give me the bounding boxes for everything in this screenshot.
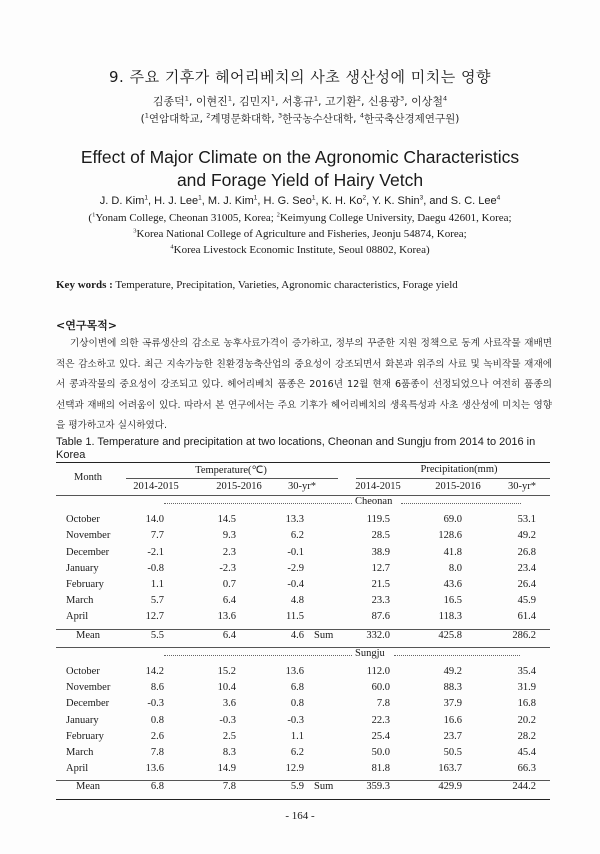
- affil-sup: 1: [144, 111, 149, 120]
- month-label: January: [66, 562, 99, 574]
- temp-value: 7.8: [150, 747, 164, 758]
- temp-value: -2.9: [287, 562, 304, 574]
- location-dots-left: [164, 503, 352, 504]
- precip-value: 41.8: [443, 546, 462, 558]
- page-number: - 164 -: [285, 810, 315, 822]
- month-label: December: [66, 546, 110, 558]
- month-label: November: [66, 682, 111, 694]
- affil-sup: 4: [359, 111, 364, 120]
- english-author-name: H. G. Seo: [263, 195, 312, 207]
- precip-value: 45.9: [517, 595, 536, 607]
- affil-knuaf: Korea National College of Agriculture and Fisheries, Jeonju 54874, Korea;: [136, 228, 467, 240]
- english-author-name: J. D. Kim: [99, 195, 145, 207]
- location-label: Sungju: [355, 647, 385, 659]
- temp-value: 0.8: [150, 714, 164, 726]
- author-sup: 1: [144, 194, 149, 202]
- temp-mean: 4.6: [290, 629, 304, 641]
- author-sup: 1: [227, 94, 232, 103]
- location-label: Cheonan: [355, 496, 393, 507]
- precip-value: 26.8: [517, 546, 536, 558]
- temp-mean: 6.4: [222, 629, 236, 641]
- english-author-name: Y. K. Shin: [372, 195, 420, 207]
- temp-value: 13.3: [285, 514, 304, 526]
- sub-header: 2014-2015: [355, 481, 401, 492]
- korean-author-name: 김민지: [238, 95, 271, 108]
- temp-value: 9.3: [222, 530, 236, 542]
- korean-affil-name: 한국축산경제연구원: [363, 113, 456, 125]
- temp-header-underline: [126, 478, 338, 479]
- author-sup: 1: [270, 94, 275, 103]
- precip-value: 16.8: [517, 698, 536, 710]
- temp-value: -0.8: [147, 562, 164, 574]
- precip-value: 81.8: [371, 763, 390, 775]
- english-author-name: S. C. Lee: [450, 195, 497, 207]
- precip-value: 26.4: [517, 579, 536, 590]
- korean-author-name: 김종덕: [152, 95, 185, 108]
- precip-value: 112.0: [366, 666, 390, 677]
- english-author-name: K. H. Ko: [321, 195, 363, 207]
- korean-author-name: 신용광: [368, 95, 400, 108]
- precip-value: 49.2: [517, 530, 536, 542]
- temp-value: 0.8: [290, 698, 304, 710]
- authors-and: and: [429, 195, 448, 207]
- month-label: February: [66, 730, 104, 742]
- korean-author-name: 이상철: [411, 95, 443, 108]
- month-label: April: [66, 763, 89, 775]
- keywords-label: Key words :: [56, 279, 113, 291]
- temp-value: 8.3: [222, 747, 236, 758]
- precip-value: 12.7: [371, 562, 390, 574]
- precip-value: 119.5: [366, 514, 390, 526]
- temp-value: 5.7: [150, 595, 164, 607]
- table-rule: [56, 462, 550, 463]
- month-header: Month: [73, 472, 102, 483]
- temp-value: 10.4: [217, 682, 236, 694]
- author-sup: 1: [198, 194, 202, 202]
- author-sup: 2: [356, 94, 362, 103]
- temp-value: 6.2: [290, 747, 304, 758]
- table-caption: Table 1. Temperature and precipitation at two locations, Cheonan and Sungju from 2014 to 2016 in Korea: [56, 436, 536, 461]
- precip-value: 16.6: [443, 714, 462, 726]
- precip-value: 49.2: [443, 666, 462, 677]
- english-affiliation-line-1: ($^1$Yonam College, Cheonan 31005, Korea; $^2$Keimyung College University, Daegu 42601, Korea;: [88, 211, 512, 224]
- temp-value: 13.6: [217, 611, 236, 623]
- temp-value: -0.3: [219, 714, 236, 726]
- precip-value: 22.3: [371, 714, 390, 726]
- temp-value: 14.9: [217, 763, 236, 775]
- author-sup: 4: [496, 194, 501, 202]
- author-sup: 1: [313, 94, 319, 103]
- precip-sum: 425.8: [438, 629, 462, 641]
- month-label: October: [66, 514, 100, 526]
- month-label: February: [66, 579, 104, 590]
- precip-value: 69.0: [443, 514, 462, 526]
- affil-sup: 3: [277, 111, 283, 120]
- english-author-name: H. J. Lee: [154, 195, 199, 207]
- precip-value: 16.5: [443, 595, 462, 607]
- author-sup: 1: [253, 194, 258, 202]
- sub-header: 2014-2015: [133, 481, 179, 492]
- temp-value: 2.5: [222, 730, 236, 742]
- table-rule: [56, 647, 550, 648]
- temp-value: -2.3: [219, 562, 236, 574]
- mean-label: Mean: [76, 781, 100, 793]
- month-label: January: [66, 714, 99, 726]
- precip-value: 23.3: [371, 595, 390, 607]
- temp-value: 0.7: [222, 579, 236, 590]
- sum-label: Sum: [314, 629, 334, 641]
- temp-mean: 5.9: [290, 781, 304, 793]
- temp-value: 2.3: [222, 546, 236, 558]
- temp-value: 11.5: [286, 611, 304, 623]
- temp-mean: 5.5: [150, 629, 164, 641]
- precip-value: 25.4: [371, 730, 390, 742]
- month-label: November: [66, 530, 111, 542]
- english-affiliation-line-2: $^3$Korea National College of Agriculture and Fisheries, Jeonju 54874, Korea;: [133, 227, 467, 240]
- precip-value: 61.4: [517, 611, 536, 623]
- precip-value: 128.6: [438, 530, 462, 542]
- precip-value: 28.2: [517, 730, 536, 742]
- precip-value: 50.5: [443, 747, 462, 758]
- temp-value: -0.3: [287, 714, 304, 726]
- precip-value: 53.1: [517, 514, 536, 526]
- sub-header: 30-yr*: [508, 481, 536, 492]
- temp-value: 1.1: [150, 579, 164, 590]
- precip-value: 23.7: [443, 730, 462, 742]
- temp-value: 8.6: [150, 682, 164, 694]
- temp-value: 7.7: [150, 530, 164, 542]
- sub-header: 2015-2016: [435, 481, 481, 492]
- temp-value: -0.4: [287, 579, 304, 590]
- author-sup: 3: [399, 94, 405, 103]
- korean-affiliations: ($^1$연암대학교, $^2$계명문화대학, $^3$한국농수산대학, $^4$한국축산경제연구원): [140, 111, 460, 125]
- precip-value: 50.0: [371, 747, 390, 758]
- table-rule: [56, 495, 550, 496]
- korean-affil-name: 계명문화대학: [210, 113, 272, 125]
- korean-affil-name: 연암대학교: [148, 113, 200, 125]
- korean-authors: 김종덕$^1$, 이현진$^1$, 김민지$^1$, 서홍규$^1$, 고기환$^2$, 신용광$^3$, 이상철$^4$: [152, 94, 448, 108]
- precip-sum: 244.2: [512, 781, 536, 793]
- precip-value: 38.9: [371, 546, 390, 558]
- precip-value: 163.7: [438, 763, 462, 775]
- temp-value: 14.2: [145, 666, 164, 677]
- korean-author-name: 고기환: [325, 95, 357, 108]
- temp-value: 6.8: [290, 682, 304, 694]
- precip-value: 8.0: [448, 562, 462, 574]
- author-sup: 1: [184, 94, 189, 103]
- english-affiliation-line-3: $^4$Korea Livestock Economic Institute, Seoul 08802, Korea): [170, 243, 430, 256]
- precip-value: 21.5: [371, 579, 390, 590]
- author-sup: 2: [362, 194, 367, 202]
- temp-value: 12.9: [285, 763, 304, 775]
- precip-header-underline: [356, 478, 550, 479]
- keywords-text: Temperature, Precipitation, Varieties, Agronomic characteristics, Forage yield: [115, 279, 458, 291]
- temp-value: 14.0: [145, 514, 164, 526]
- climate-table: [56, 462, 550, 793]
- location-dots-left: [164, 655, 352, 656]
- section-heading: <연구목적>: [56, 319, 117, 332]
- temp-mean: 7.8: [222, 781, 236, 793]
- precip-value: 20.2: [517, 714, 536, 726]
- temp-value: 2.6: [150, 730, 164, 742]
- korean-affil-name: 한국농수산대학: [282, 113, 354, 125]
- precip-sum: 332.0: [366, 629, 390, 641]
- precip-value: 66.3: [517, 763, 536, 775]
- precip-sum: 359.3: [366, 781, 390, 793]
- precip-value: 43.6: [443, 579, 462, 590]
- affil-livestock: Korea Livestock Economic Institute, Seoul 08802, Korea): [173, 244, 430, 256]
- affil-sup: 2: [206, 111, 211, 120]
- precip-value: 7.8: [376, 698, 390, 710]
- temp-value: 6.2: [290, 530, 304, 542]
- precip-sum: 286.2: [512, 629, 536, 641]
- precip-value: 88.3: [443, 682, 462, 694]
- affil-yonam: Yonam College, Cheonan 31005, Korea;: [95, 212, 277, 224]
- precip-value: 118.3: [438, 611, 462, 623]
- precipitation-header: Precipitation(mm): [420, 464, 498, 475]
- english-authors: J. D. Kim$^1$, H. J. Lee$^1$, M. J. Kim$^1$, H. G. Seo$^1$, K. H. Ko$^2$, Y. K. Shin$^3$, and S. C. Lee$^4$: [99, 194, 501, 207]
- korean-title: 9. 주요 기후가 헤어리베치의 사초 생산성에 미치는 영향: [109, 68, 491, 86]
- author-sup: 1: [311, 194, 316, 202]
- location-dots-right: [394, 655, 520, 656]
- temp-value: 15.2: [217, 666, 236, 677]
- temp-value: 13.6: [145, 763, 164, 775]
- temp-value: 12.7: [145, 611, 164, 623]
- author-sup: 3: [419, 194, 424, 202]
- temp-mean: 6.8: [150, 781, 164, 793]
- sub-header: 30-yr*: [288, 481, 316, 492]
- month-label: December: [66, 698, 110, 710]
- english-title-line-2: and Forage Yield of Hairy Vetch: [176, 170, 424, 190]
- sub-header: 2015-2016: [216, 481, 262, 492]
- korean-author-name: 이현진: [195, 95, 228, 108]
- author-sup: 4: [442, 94, 448, 103]
- precip-value: 28.5: [371, 530, 390, 542]
- temp-value: -2.1: [147, 546, 164, 558]
- english-title-line-1: Effect of Major Climate on the Agronomic Characteristics: [80, 147, 520, 167]
- location-dots-right: [401, 503, 521, 504]
- korean-author-name: 서홍규: [281, 95, 314, 108]
- keywords: [56, 279, 458, 291]
- temp-value: 4.8: [290, 595, 304, 607]
- month-label: April: [66, 611, 89, 623]
- month-label: October: [66, 666, 100, 677]
- precip-value: 60.0: [371, 682, 390, 694]
- precip-value: 31.9: [517, 682, 536, 694]
- mean-label: Mean: [76, 629, 100, 641]
- temp-value: -0.3: [147, 698, 164, 710]
- precip-value: 23.4: [517, 562, 536, 574]
- sum-label: Sum: [314, 781, 334, 793]
- precip-value: 35.4: [517, 666, 536, 677]
- section-body: 기상이변에 의한 곡류생산의 감소로 농후사료가격이 증가하고, 정부의 꾸준한 지원 정책으로 동계 사료작물 재배면적은 감소하고 있다. 최근 지속가능한 친환경농축산업의 중요성이 강조되면서 화본과 위주의 사료 및 녹비작물 재재에서 콩과작물의 중요성이 강조되고 있다. 헤어리베치 품종은 2016년 12월 현재 6품종이 선정되었으나 여전히 품종의 선택과 재배의 어려움이 있다. 따라서 본 연구에서는 주요 기후가 헤어리베치의 생육특성과 사초 생산성에 미치는 영향을 평가하고자 실시하였다.: [56, 338, 552, 431]
- precip-value: 87.6: [371, 611, 390, 623]
- temperature-header: Temperature(℃): [195, 465, 267, 476]
- month-label: March: [66, 595, 94, 607]
- english-author-name: M. J. Kim: [207, 195, 254, 207]
- temp-value: 3.6: [222, 698, 236, 710]
- temp-value: 14.5: [217, 514, 236, 526]
- table-rule: [56, 799, 550, 800]
- precip-value: 45.4: [517, 747, 536, 758]
- affil-keimyung: Keimyung College University, Daegu 42601, Korea;: [279, 212, 512, 224]
- temp-value: 13.6: [285, 666, 304, 677]
- temp-value: -0.1: [287, 546, 304, 558]
- month-label: March: [66, 747, 94, 758]
- precip-value: 37.9: [443, 698, 462, 710]
- precip-sum: 429.9: [438, 781, 462, 793]
- temp-value: 6.4: [222, 595, 236, 607]
- temp-value: 1.1: [290, 730, 304, 742]
